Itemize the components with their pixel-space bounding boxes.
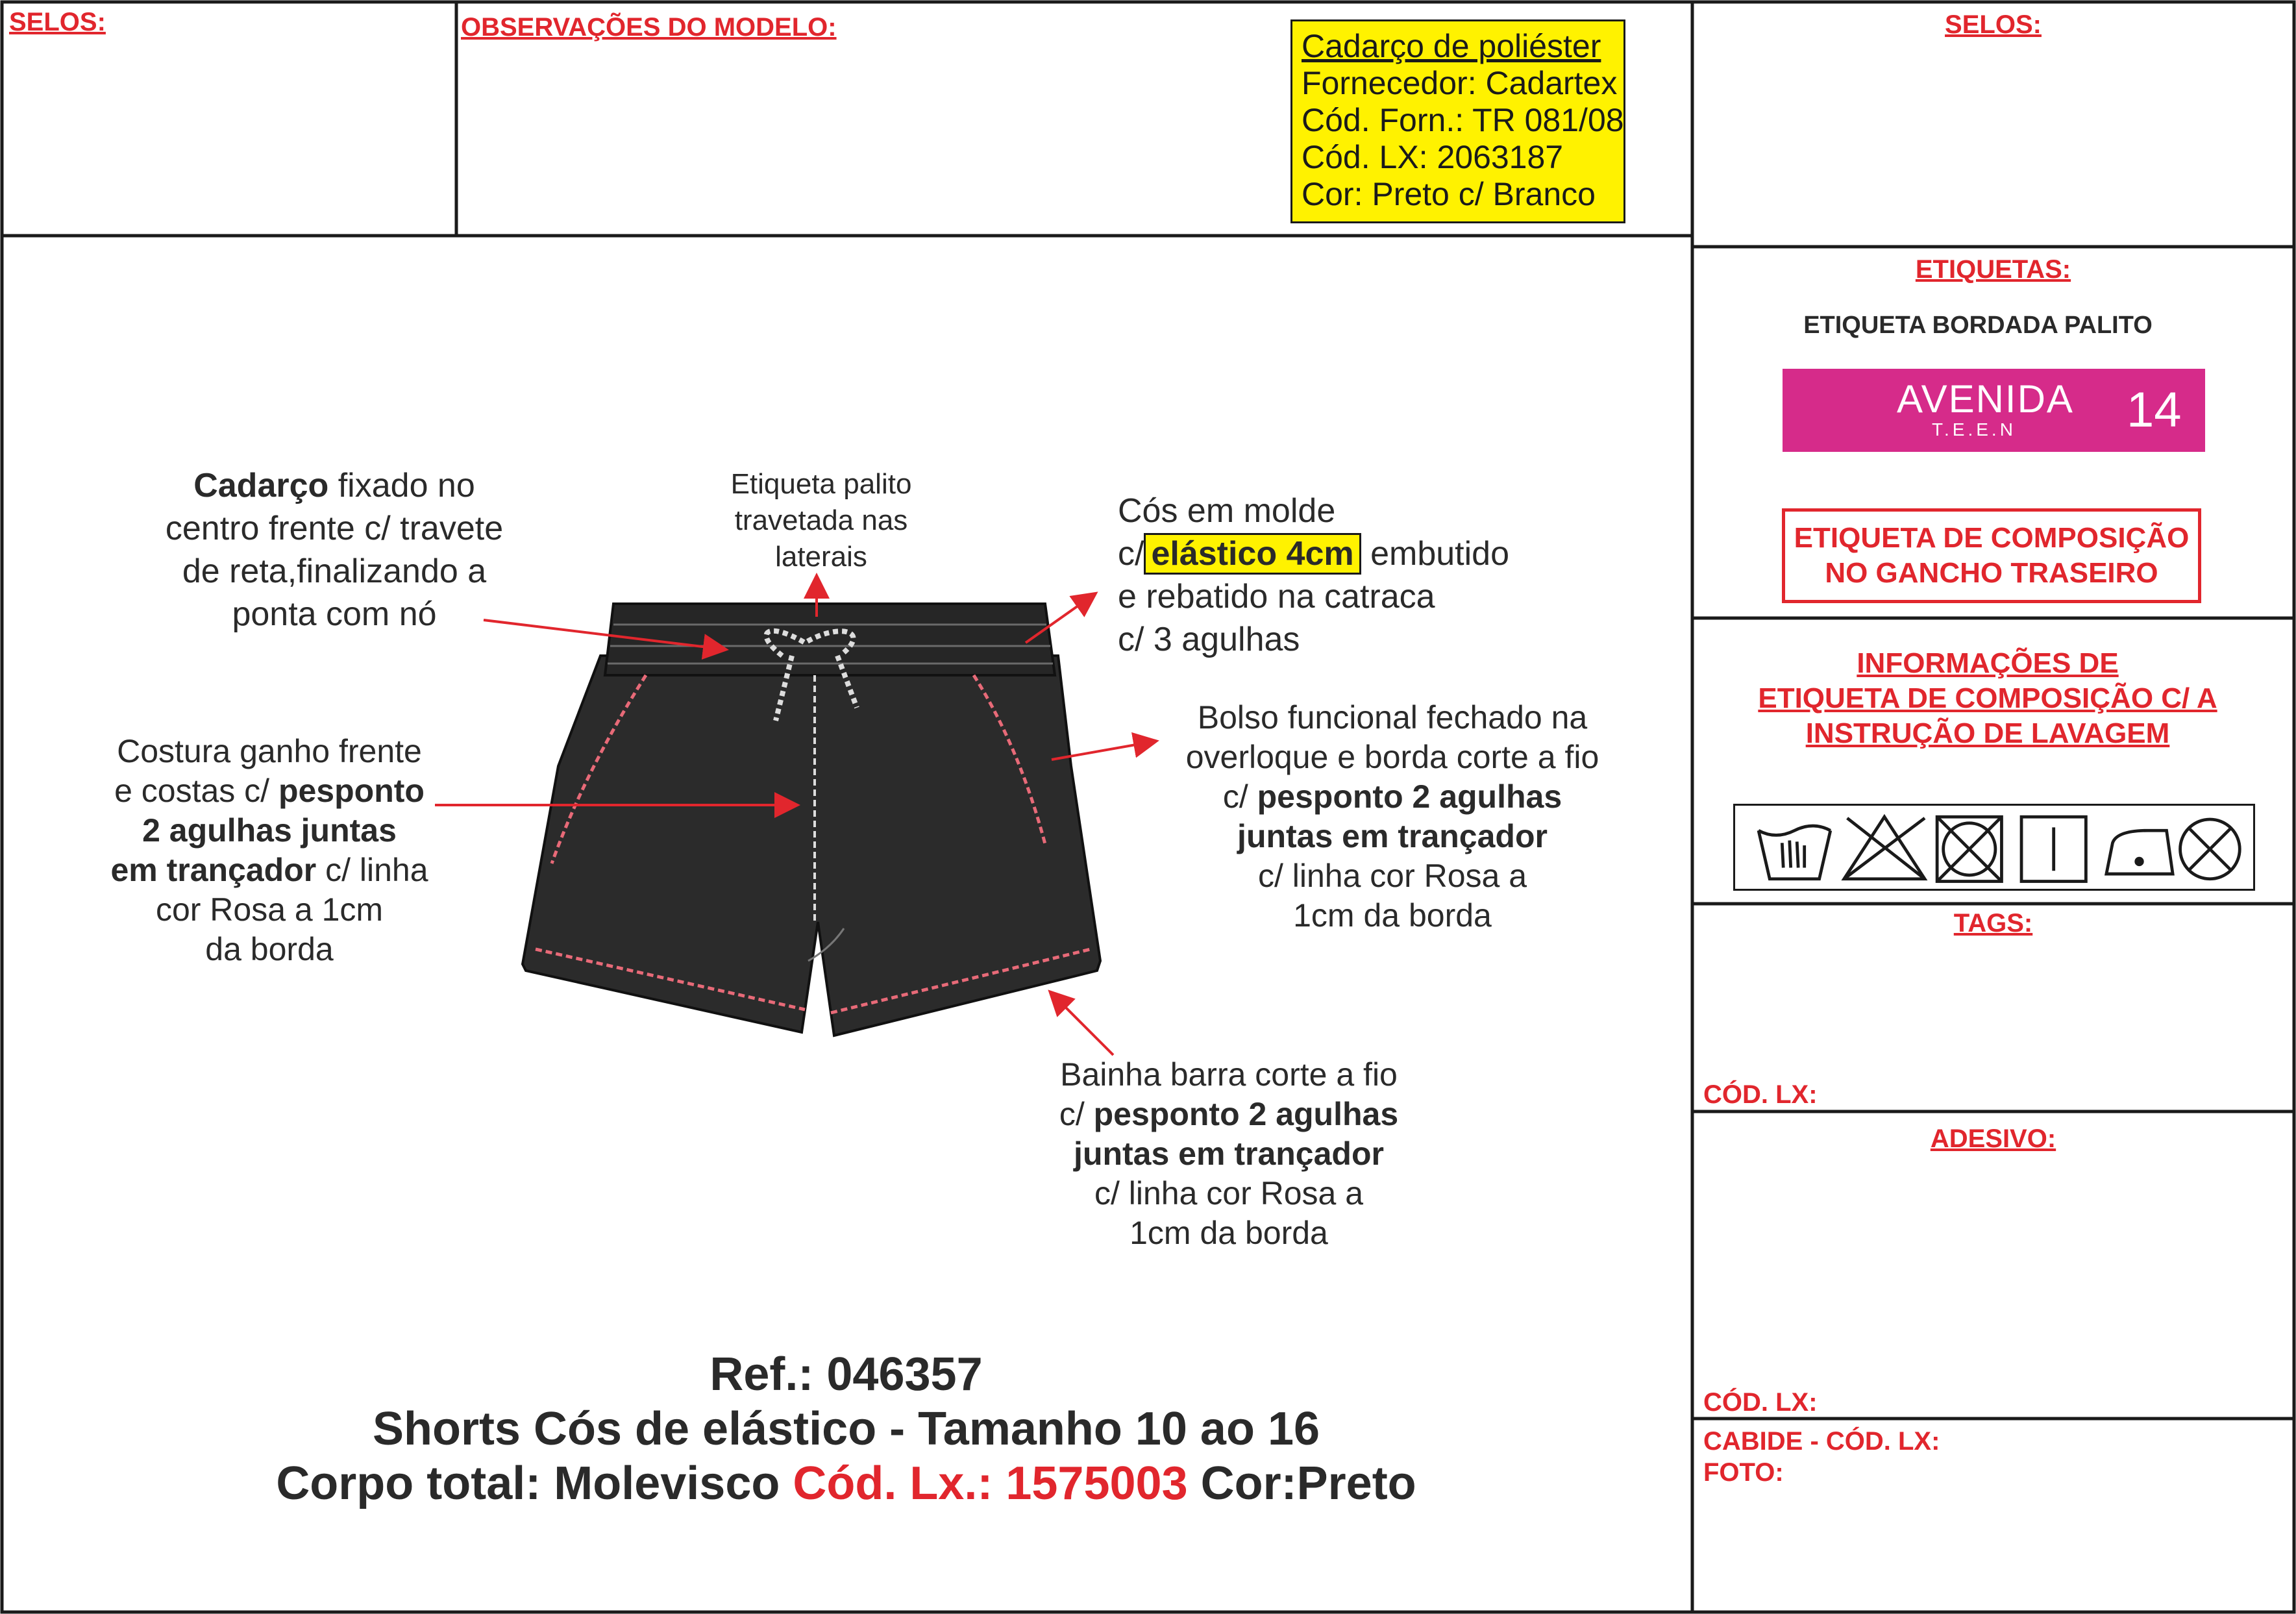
callout-seam xyxy=(75,732,464,969)
callout-seam-bold: 2 agulhas juntas xyxy=(142,812,397,849)
callout-label-line: laterais xyxy=(775,541,867,573)
no-tumble-dry-icon xyxy=(1937,817,2001,881)
line-dry-icon xyxy=(2021,817,2086,881)
callout-seam-text: e costas c/ xyxy=(114,773,278,809)
wash-info-line: INSTRUÇÃO DE LAVAGEM xyxy=(1805,717,2170,749)
callout-hem xyxy=(995,1055,1463,1253)
callout-pocket-line: Bolso funcional fechado na xyxy=(1197,699,1588,736)
brand-label xyxy=(1783,369,2205,452)
tags-heading: TAGS: xyxy=(1953,909,2033,937)
hand-wash-icon xyxy=(1759,826,1831,879)
elastic-highlight: elástico 4cm xyxy=(1144,533,1361,575)
sidebar-etiquetas: ETIQUETAS: xyxy=(1915,255,2071,284)
callout-drawstring-line: ponta com nó xyxy=(232,595,437,633)
wash-info-line: ETIQUETA DE COMPOSIÇÃO C/ A xyxy=(1758,682,2217,714)
brand-sub: T.E.E.N xyxy=(1932,419,2016,440)
callout-label-tag xyxy=(691,466,951,575)
composition-line: ETIQUETA DE COMPOSIÇÃO xyxy=(1794,522,2190,554)
tags-cod-lx: CÓD. LX: xyxy=(1703,1080,1818,1109)
adesivo-cod-lx: CÓD. LX: xyxy=(1703,1388,1818,1417)
no-dry-clean-icon xyxy=(2180,819,2240,879)
callout-seam-line: da borda xyxy=(205,931,334,967)
callout-pocket-bold: pesponto 2 agulhas xyxy=(1257,778,1562,815)
callout-hem-text: c/ xyxy=(1059,1096,1094,1132)
callout-drawstring xyxy=(140,464,529,636)
callout-pocket xyxy=(1133,698,1652,936)
callout-drawstring-bold: Cadarço xyxy=(193,467,329,504)
callout-seam-bold: pesponto xyxy=(278,773,425,809)
note-line-1: Cadarço de poliéster xyxy=(1302,28,1601,64)
callout-pocket-line: 1cm da borda xyxy=(1293,897,1492,934)
care-symbols xyxy=(1733,804,2255,891)
observations-heading: OBSERVAÇÕES DO MODELO: xyxy=(461,13,837,42)
callout-seam-line: cor Rosa a 1cm xyxy=(155,891,384,928)
callout-waistband-text: embutido xyxy=(1361,535,1510,573)
brand-name: AVENIDA xyxy=(1897,377,2074,421)
callout-hem-bold: juntas em trançador xyxy=(1074,1136,1384,1172)
callout-drawstring-line: de reta,finalizando a xyxy=(182,552,487,590)
no-bleach-icon xyxy=(1844,817,1925,879)
callout-drawstring-line: centro frente c/ travete xyxy=(165,510,504,547)
note-line-4: Cód. LX: 2063187 xyxy=(1302,139,1564,175)
note-line-3: Cód. Forn.: TR 081/08 xyxy=(1302,102,1624,138)
product-body: Corpo total: Molevisco xyxy=(276,1458,793,1509)
product-body-color: Cor:Preto xyxy=(1187,1458,1416,1509)
callout-seam-line: Costura ganho frente xyxy=(117,733,422,769)
callout-waistband-line: e rebatido na catraca xyxy=(1118,578,1435,615)
wash-info-line: INFORMAÇÕES DE xyxy=(1857,647,2119,679)
brand-size: 14 xyxy=(2127,382,2182,438)
callout-waistband-line: Cós em molde xyxy=(1118,492,1336,530)
product-ref: Ref.: 046357 xyxy=(710,1348,983,1400)
etiqueta-type: ETIQUETA BORDADA PALITO xyxy=(1803,312,2153,339)
callout-hem-line: Bainha barra corte a fio xyxy=(1060,1056,1398,1093)
product-info xyxy=(0,1347,1692,1511)
callout-hem-line: 1cm da borda xyxy=(1129,1215,1328,1251)
note-line-2: Fornecedor: Cadartex xyxy=(1302,65,1618,101)
callout-seam-text: c/ linha xyxy=(316,852,428,888)
composition-line: NO GANCHO TRASEIRO xyxy=(1825,557,2158,589)
callout-waistband-line: c/ 3 agulhas xyxy=(1118,621,1300,658)
callout-hem-line: c/ linha cor Rosa a xyxy=(1094,1175,1364,1211)
foto-label: FOTO: xyxy=(1703,1458,1784,1487)
callout-pocket-line: overloque e borda corte a fio xyxy=(1185,739,1599,775)
product-body-code: Cód. Lx.: 1575003 xyxy=(793,1458,1188,1509)
shorts-body xyxy=(523,656,1100,1036)
selos-heading: SELOS: xyxy=(9,8,106,36)
callout-label-line: Etiqueta palito xyxy=(730,468,912,500)
note-line-5: Cor: Preto c/ Branco xyxy=(1302,176,1596,212)
composition-label-box xyxy=(1782,508,2201,603)
callout-label-line: travetada nas xyxy=(734,504,908,536)
product-name: Shorts Cós de elástico - Tamanho 10 ao 16 xyxy=(372,1403,1320,1455)
callout-waistband xyxy=(1118,490,1509,661)
wash-info-heading xyxy=(1692,646,2283,751)
callout-hem-bold: pesponto 2 agulhas xyxy=(1093,1096,1399,1132)
callout-waistband-text: c/ xyxy=(1118,535,1144,573)
callout-pocket-text: c/ xyxy=(1222,778,1257,815)
callout-pocket-bold: juntas em trançador xyxy=(1237,818,1548,854)
cabide-cod-lx: CABIDE - CÓD. LX: xyxy=(1703,1427,1940,1456)
callout-seam-bold: em trançador xyxy=(110,852,317,888)
iron-low-icon xyxy=(2106,830,2173,874)
callout-drawstring-text: fixado no xyxy=(328,467,475,504)
adesivo-heading: ADESIVO: xyxy=(1930,1124,2056,1153)
sidebar-selos: SELOS: xyxy=(1945,10,2042,39)
callout-pocket-line: c/ linha cor Rosa a xyxy=(1257,858,1527,894)
